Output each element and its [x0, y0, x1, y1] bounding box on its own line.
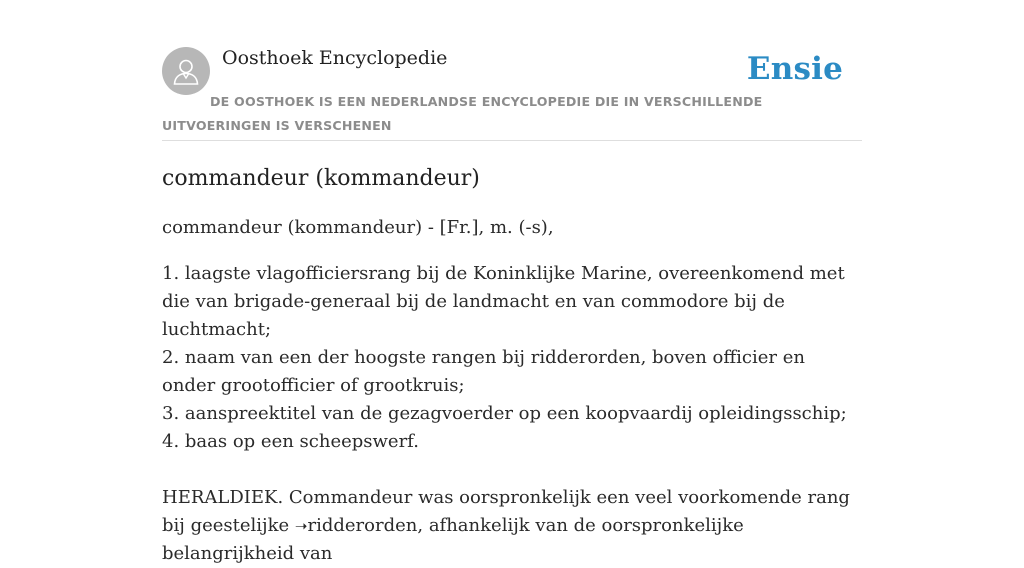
site-tagline: DE OOSTHOEK IS EEN NEDERLANDSE ENCYCLOPEDIE DIE IN VERSCHILLENDE UITVOERINGEN IS VERSCHENEN	[162, 94, 763, 133]
arrow-right-icon: ➝	[294, 517, 308, 535]
entry-body	[162, 260, 862, 568]
heraldiek-rest: , afhankelijk van de oorspronkelijke belangrijkheid van	[162, 515, 744, 564]
definition-item: 3. aanspreektitel van de gezagvoerder op een koopvaardij opleidingsschip; 4. baas op een scheepswerf.	[162, 403, 847, 452]
entry-content	[162, 162, 862, 568]
page-title: commandeur (kommandeur)	[162, 166, 480, 191]
user-icon	[171, 56, 201, 86]
heraldiek-text: HERALDIEK. Commandeur was oorspronkelijk een veel voorkomende rang bij geestelijke	[162, 487, 850, 536]
site-name[interactable]: Oosthoek Encyclopedie	[222, 47, 448, 69]
definition-item: 2. naam van een der hoogste rangen bij ridderorden, boven officier en onder grootofficier of grootkruis;	[162, 347, 805, 396]
site-header	[162, 46, 862, 141]
paragraph-gap	[162, 456, 862, 484]
avatar[interactable]	[162, 47, 210, 95]
entry-lead: commandeur (kommandeur) - [Fr.], m. (-s),	[162, 217, 554, 238]
brand-logo[interactable]: Ensie	[746, 51, 843, 87]
heraldiek-paragraph	[162, 484, 862, 568]
ridderorden-link[interactable]: ridderorden	[307, 515, 418, 536]
definition-item: 1. laagste vlagofficiersrang bij de Koninklijke Marine, overeenkomend met die van brigade-generaal bij de landmacht en van commodore bij de luchtmacht;	[162, 263, 845, 340]
